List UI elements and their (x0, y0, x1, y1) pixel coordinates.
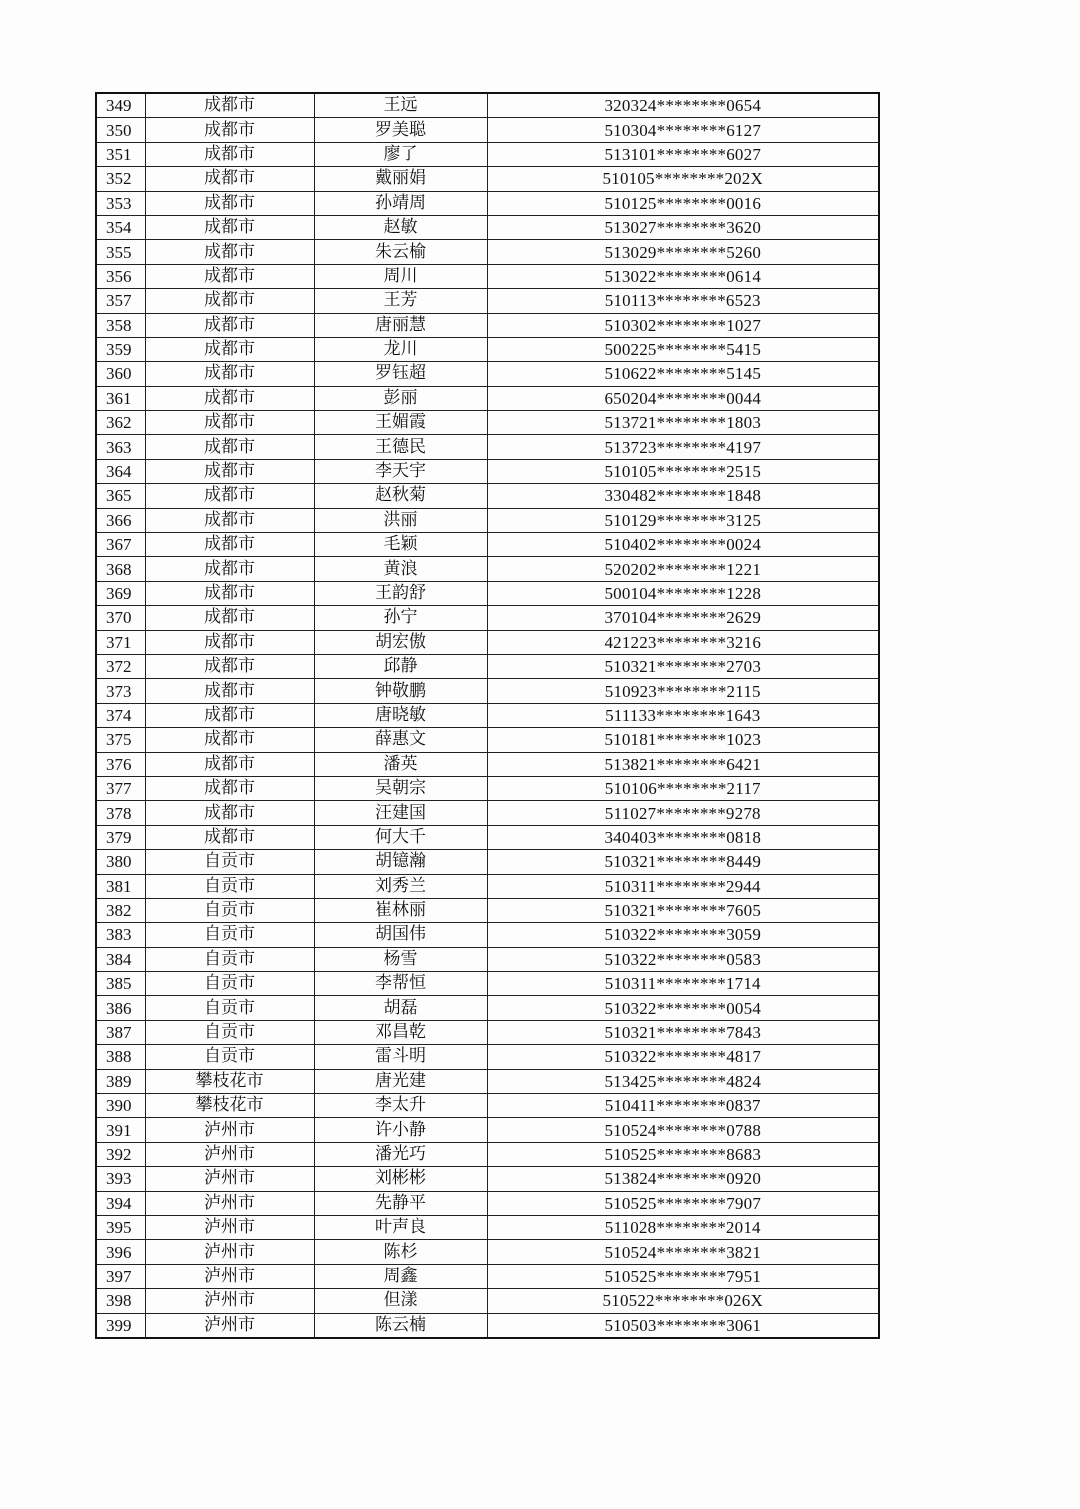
id-number-cell: 510321********7605 (487, 898, 879, 922)
row-number-cell: 351 (96, 142, 145, 166)
row-number-cell: 388 (96, 1045, 145, 1069)
table-row (96, 1313, 879, 1338)
id-number-cell: 370104********2629 (487, 606, 879, 630)
city-cell: 成都市 (145, 313, 314, 337)
row-number-cell: 391 (96, 1118, 145, 1142)
city-cell: 成都市 (145, 362, 314, 386)
id-number-cell: 510322********0054 (487, 996, 879, 1020)
row-number-cell: 353 (96, 191, 145, 215)
row-number-cell: 399 (96, 1313, 145, 1338)
row-number-cell: 358 (96, 313, 145, 337)
table-row (96, 459, 879, 483)
id-number-cell: 513425********4824 (487, 1069, 879, 1093)
city-cell: 泸州市 (145, 1289, 314, 1313)
row-number-cell: 393 (96, 1167, 145, 1191)
id-number-cell: 500225********5415 (487, 337, 879, 361)
person-name-cell: 但漾 (314, 1289, 487, 1313)
city-cell: 泸州市 (145, 1240, 314, 1264)
table-row (96, 191, 879, 215)
table-row (96, 972, 879, 996)
id-number-cell: 510106********2117 (487, 776, 879, 800)
table-row (96, 996, 879, 1020)
row-number-cell: 394 (96, 1191, 145, 1215)
table-row (96, 215, 879, 239)
person-name-cell: 王媚霞 (314, 411, 487, 435)
row-number-cell: 375 (96, 728, 145, 752)
city-cell: 成都市 (145, 825, 314, 849)
id-number-cell: 510311********2944 (487, 874, 879, 898)
person-name-cell: 洪丽 (314, 508, 487, 532)
id-number-cell: 520202********1221 (487, 557, 879, 581)
table-row (96, 1094, 879, 1118)
city-cell: 自贡市 (145, 923, 314, 947)
city-cell: 自贡市 (145, 850, 314, 874)
city-cell: 成都市 (145, 240, 314, 264)
row-number-cell: 373 (96, 679, 145, 703)
person-name-cell: 杨雪 (314, 947, 487, 971)
row-number-cell: 350 (96, 118, 145, 142)
person-name-cell: 潘英 (314, 752, 487, 776)
person-name-cell: 先静平 (314, 1191, 487, 1215)
row-number-cell: 363 (96, 435, 145, 459)
city-cell: 自贡市 (145, 996, 314, 1020)
table-row (96, 118, 879, 142)
row-number-cell: 381 (96, 874, 145, 898)
table-row (96, 93, 879, 118)
city-cell: 成都市 (145, 484, 314, 508)
id-number-cell: 510402********0024 (487, 533, 879, 557)
id-number-cell: 513821********6421 (487, 752, 879, 776)
row-number-cell: 384 (96, 947, 145, 971)
city-cell: 成都市 (145, 191, 314, 215)
city-cell: 成都市 (145, 508, 314, 532)
row-number-cell: 349 (96, 93, 145, 118)
table-row (96, 581, 879, 605)
city-cell: 泸州市 (145, 1142, 314, 1166)
id-number-cell: 510321********2703 (487, 654, 879, 678)
person-name-cell: 胡国伟 (314, 923, 487, 947)
city-cell: 成都市 (145, 93, 314, 118)
person-name-cell: 黄浪 (314, 557, 487, 581)
row-number-cell: 395 (96, 1215, 145, 1239)
id-number-cell: 510322********0583 (487, 947, 879, 971)
table-row (96, 167, 879, 191)
city-cell: 成都市 (145, 142, 314, 166)
person-name-cell: 吴朝宗 (314, 776, 487, 800)
table-row (96, 1240, 879, 1264)
id-number-cell: 513027********3620 (487, 215, 879, 239)
table-row (96, 1264, 879, 1288)
table-row (96, 874, 879, 898)
table-row (96, 435, 879, 459)
city-cell: 成都市 (145, 630, 314, 654)
person-name-cell: 孙靖周 (314, 191, 487, 215)
id-number-cell: 510311********1714 (487, 972, 879, 996)
table-row (96, 1167, 879, 1191)
city-cell: 成都市 (145, 289, 314, 313)
city-cell: 成都市 (145, 728, 314, 752)
row-number-cell: 360 (96, 362, 145, 386)
person-name-cell: 许小静 (314, 1118, 487, 1142)
person-name-cell: 钟敬鹏 (314, 679, 487, 703)
table-row (96, 362, 879, 386)
id-number-cell: 510622********5145 (487, 362, 879, 386)
city-cell: 成都市 (145, 386, 314, 410)
id-number-cell: 513721********1803 (487, 411, 879, 435)
id-number-cell: 510411********0837 (487, 1094, 879, 1118)
person-name-cell: 彭丽 (314, 386, 487, 410)
id-number-cell: 510321********7843 (487, 1020, 879, 1044)
id-number-cell: 513723********4197 (487, 435, 879, 459)
person-name-cell: 刘彬彬 (314, 1167, 487, 1191)
row-number-cell: 390 (96, 1094, 145, 1118)
row-number-cell: 357 (96, 289, 145, 313)
city-cell: 攀枝花市 (145, 1094, 314, 1118)
person-name-cell: 邱静 (314, 654, 487, 678)
row-number-cell: 377 (96, 776, 145, 800)
id-number-cell: 330482********1848 (487, 484, 879, 508)
id-number-cell: 510105********202X (487, 167, 879, 191)
city-cell: 成都市 (145, 776, 314, 800)
person-name-cell: 汪建国 (314, 801, 487, 825)
table-row (96, 679, 879, 703)
person-name-cell: 潘光巧 (314, 1142, 487, 1166)
person-name-cell: 唐丽慧 (314, 313, 487, 337)
person-name-cell: 朱云榆 (314, 240, 487, 264)
city-cell: 泸州市 (145, 1167, 314, 1191)
person-name-cell: 龙川 (314, 337, 487, 361)
person-name-cell: 孙宁 (314, 606, 487, 630)
row-number-cell: 366 (96, 508, 145, 532)
person-name-cell: 周鑫 (314, 1264, 487, 1288)
id-number-cell: 510302********1027 (487, 313, 879, 337)
person-name-cell: 雷斗明 (314, 1045, 487, 1069)
table-row (96, 313, 879, 337)
city-cell: 成都市 (145, 264, 314, 288)
row-number-cell: 396 (96, 1240, 145, 1264)
table-row (96, 484, 879, 508)
row-number-cell: 383 (96, 923, 145, 947)
row-number-cell: 355 (96, 240, 145, 264)
id-number-cell: 510113********6523 (487, 289, 879, 313)
city-cell: 成都市 (145, 752, 314, 776)
city-cell: 成都市 (145, 411, 314, 435)
id-number-cell: 511028********2014 (487, 1215, 879, 1239)
person-name-cell: 赵秋菊 (314, 484, 487, 508)
id-number-cell: 510322********3059 (487, 923, 879, 947)
id-number-cell: 510181********1023 (487, 728, 879, 752)
table-row (96, 1020, 879, 1044)
id-number-cell: 513029********5260 (487, 240, 879, 264)
person-name-cell: 毛颖 (314, 533, 487, 557)
city-cell: 自贡市 (145, 898, 314, 922)
row-number-cell: 362 (96, 411, 145, 435)
person-name-cell: 叶声良 (314, 1215, 487, 1239)
row-number-cell: 367 (96, 533, 145, 557)
id-number-cell: 340403********0818 (487, 825, 879, 849)
id-number-cell: 650204********0044 (487, 386, 879, 410)
city-cell: 自贡市 (145, 874, 314, 898)
row-number-cell: 372 (96, 654, 145, 678)
id-number-cell: 510525********8683 (487, 1142, 879, 1166)
id-number-cell: 511133********1643 (487, 703, 879, 727)
person-name-cell: 李帮恒 (314, 972, 487, 996)
table-row (96, 386, 879, 410)
table-row (96, 947, 879, 971)
row-number-cell: 359 (96, 337, 145, 361)
city-cell: 成都市 (145, 801, 314, 825)
id-number-cell: 510105********2515 (487, 459, 879, 483)
row-number-cell: 376 (96, 752, 145, 776)
roster-table (95, 92, 880, 1339)
table-row (96, 337, 879, 361)
city-cell: 成都市 (145, 435, 314, 459)
city-cell: 成都市 (145, 118, 314, 142)
row-number-cell: 386 (96, 996, 145, 1020)
city-cell: 成都市 (145, 337, 314, 361)
person-name-cell: 罗美聪 (314, 118, 487, 142)
row-number-cell: 374 (96, 703, 145, 727)
city-cell: 自贡市 (145, 1020, 314, 1044)
person-name-cell: 赵敏 (314, 215, 487, 239)
id-number-cell: 510125********0016 (487, 191, 879, 215)
table-row (96, 508, 879, 532)
table-row (96, 850, 879, 874)
row-number-cell: 387 (96, 1020, 145, 1044)
person-name-cell: 薛惠文 (314, 728, 487, 752)
city-cell: 成都市 (145, 654, 314, 678)
city-cell: 成都市 (145, 215, 314, 239)
person-name-cell: 唐晓敏 (314, 703, 487, 727)
row-number-cell: 378 (96, 801, 145, 825)
id-number-cell: 510321********8449 (487, 850, 879, 874)
table-row (96, 606, 879, 630)
table-row (96, 1289, 879, 1313)
row-number-cell: 365 (96, 484, 145, 508)
row-number-cell: 371 (96, 630, 145, 654)
city-cell: 攀枝花市 (145, 1069, 314, 1093)
row-number-cell: 364 (96, 459, 145, 483)
id-number-cell: 510304********6127 (487, 118, 879, 142)
table-row (96, 630, 879, 654)
city-cell: 泸州市 (145, 1191, 314, 1215)
table-row (96, 923, 879, 947)
city-cell: 成都市 (145, 606, 314, 630)
row-number-cell: 389 (96, 1069, 145, 1093)
table-row (96, 703, 879, 727)
person-name-cell: 崔林丽 (314, 898, 487, 922)
row-number-cell: 368 (96, 557, 145, 581)
roster-table-body (96, 93, 879, 1338)
table-row (96, 1045, 879, 1069)
person-name-cell: 罗钰超 (314, 362, 487, 386)
person-name-cell: 周川 (314, 264, 487, 288)
table-row (96, 1142, 879, 1166)
row-number-cell: 379 (96, 825, 145, 849)
table-row (96, 898, 879, 922)
table-row (96, 654, 879, 678)
table-row (96, 240, 879, 264)
person-name-cell: 陈云楠 (314, 1313, 487, 1338)
row-number-cell: 361 (96, 386, 145, 410)
table-row (96, 728, 879, 752)
row-number-cell: 369 (96, 581, 145, 605)
id-number-cell: 510524********0788 (487, 1118, 879, 1142)
id-number-cell: 510322********4817 (487, 1045, 879, 1069)
id-number-cell: 510525********7907 (487, 1191, 879, 1215)
id-number-cell: 510525********7951 (487, 1264, 879, 1288)
row-number-cell: 370 (96, 606, 145, 630)
row-number-cell: 352 (96, 167, 145, 191)
row-number-cell: 398 (96, 1289, 145, 1313)
city-cell: 自贡市 (145, 947, 314, 971)
id-number-cell: 510522********026X (487, 1289, 879, 1313)
table-row (96, 801, 879, 825)
id-number-cell: 511027********9278 (487, 801, 879, 825)
table-row (96, 1191, 879, 1215)
city-cell: 成都市 (145, 533, 314, 557)
person-name-cell: 唐光建 (314, 1069, 487, 1093)
city-cell: 成都市 (145, 703, 314, 727)
id-number-cell: 320324********0654 (487, 93, 879, 118)
table-row (96, 142, 879, 166)
city-cell: 成都市 (145, 557, 314, 581)
id-number-cell: 510129********3125 (487, 508, 879, 532)
person-name-cell: 邓昌乾 (314, 1020, 487, 1044)
person-name-cell: 刘秀兰 (314, 874, 487, 898)
id-number-cell: 421223********3216 (487, 630, 879, 654)
table-row (96, 289, 879, 313)
row-number-cell: 380 (96, 850, 145, 874)
id-number-cell: 510524********3821 (487, 1240, 879, 1264)
city-cell: 自贡市 (145, 972, 314, 996)
city-cell: 成都市 (145, 167, 314, 191)
city-cell: 泸州市 (145, 1313, 314, 1338)
table-row (96, 752, 879, 776)
row-number-cell: 385 (96, 972, 145, 996)
table-row (96, 264, 879, 288)
person-name-cell: 廖了 (314, 142, 487, 166)
row-number-cell: 392 (96, 1142, 145, 1166)
table-row (96, 533, 879, 557)
row-number-cell: 356 (96, 264, 145, 288)
person-name-cell: 胡磊 (314, 996, 487, 1020)
person-name-cell: 胡宏傲 (314, 630, 487, 654)
city-cell: 成都市 (145, 679, 314, 703)
id-number-cell: 513824********0920 (487, 1167, 879, 1191)
id-number-cell: 510503********3061 (487, 1313, 879, 1338)
city-cell: 泸州市 (145, 1215, 314, 1239)
person-name-cell: 王远 (314, 93, 487, 118)
table-row (96, 776, 879, 800)
city-cell: 成都市 (145, 459, 314, 483)
id-number-cell: 500104********1228 (487, 581, 879, 605)
city-cell: 泸州市 (145, 1264, 314, 1288)
table-row (96, 825, 879, 849)
row-number-cell: 397 (96, 1264, 145, 1288)
table-row (96, 411, 879, 435)
person-name-cell: 王韵舒 (314, 581, 487, 605)
table-row (96, 1069, 879, 1093)
person-name-cell: 李天宇 (314, 459, 487, 483)
person-name-cell: 李太升 (314, 1094, 487, 1118)
city-cell: 自贡市 (145, 1045, 314, 1069)
row-number-cell: 354 (96, 215, 145, 239)
row-number-cell: 382 (96, 898, 145, 922)
person-name-cell: 陈杉 (314, 1240, 487, 1264)
person-name-cell: 王芳 (314, 289, 487, 313)
person-name-cell: 胡镱瀚 (314, 850, 487, 874)
table-row (96, 1215, 879, 1239)
id-number-cell: 513022********0614 (487, 264, 879, 288)
id-number-cell: 513101********6027 (487, 142, 879, 166)
person-name-cell: 戴丽娟 (314, 167, 487, 191)
city-cell: 泸州市 (145, 1118, 314, 1142)
table-row (96, 1118, 879, 1142)
person-name-cell: 何大千 (314, 825, 487, 849)
person-name-cell: 王德民 (314, 435, 487, 459)
id-number-cell: 510923********2115 (487, 679, 879, 703)
table-row (96, 557, 879, 581)
city-cell: 成都市 (145, 581, 314, 605)
